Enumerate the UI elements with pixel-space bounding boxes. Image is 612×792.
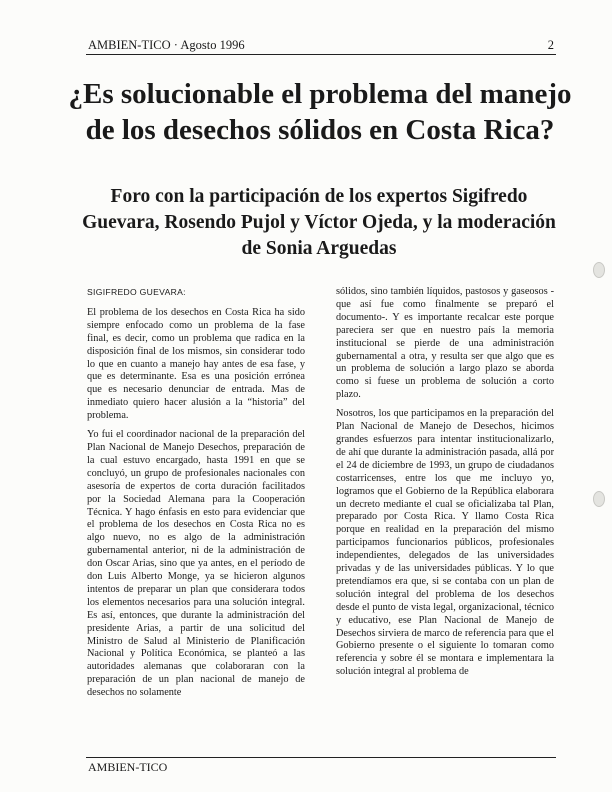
article-title: ¿Es solucionable el problema del manejo de los desechos sólidos en Costa Rica? (68, 78, 572, 146)
paragraph: sólidos, sino también líquidos, pastosos y gaseosos -que así fue como finalmente se preparó el documento-. Y es importante recalcar este porque pareciera ser que en nuestro país la memoria institucional se pierde de una administración gubernamental a otra, y resulta ser que algo que es un problema de solución a largo plazo se aborda como si fuese un problema de solución a corto plazo. (336, 286, 554, 401)
punch-hole-mark (593, 491, 605, 507)
running-header (88, 38, 554, 53)
header-rule (86, 54, 556, 55)
right-column (336, 286, 554, 685)
page-number: 2 (547, 38, 554, 52)
paragraph: Nosotros, los que participamos en la preparación del Plan Nacional de Manejo de Desechos, hicimos grandes esfuerzos para intentar institucionalizarlo, de ahí que durante la administración pasada, allá por el 24 de diciembre de 1993, un grupo de ciudadanos costarricenses, entre los que me incluyo yo, logramos que el Gobierno de la República elaborara un decreto mediante el cual se oficializaba tal Plan, preparado por Costa Rica. Y llamo Costa Rica porque en realidad en la preparación del mismo participamos funcionarios públicos, profesionales independientes, delegados de las universidades privadas y de las universidades públicas. Y lo que pretendíamos era que, si se contaba con un plan de solución integral del problema de los desechos desde el punto de vista legal, organizacional, técnico y educativo, ese Plan Nacional de Manejo de Desechos sirviera de marco de referencia para que el Gobierno presente o el siguiente lo tomaran como referencia y sobre él se montara e implementara la solución integral al problema de (336, 408, 554, 678)
footer-rule (86, 757, 556, 758)
running-title: AMBIEN-TICO · Agosto 1996 (88, 38, 245, 52)
speaker-label: SIGIFREDO GUEVARA: (87, 287, 186, 297)
paragraph: El problema de los desechos en Costa Rica ha sido siempre enfocado como un problema de la fase final, es decir, como un problema que radica en la disposición final de los mismos, sin considerar todo lo que en cuanto a manejo hay antes de esa fase, y que es determinante. Esa es una posición errónea que es necesario denunciar de entrada. Mas de inmediato quiero hacer alusión a la “historia” del problema. (87, 306, 305, 422)
paragraph: Yo fui el coordinador nacional de la preparación del Plan Nacional de Manejo Desechos, preparación de la cual estuvo encargado, hasta 1991 en que se concluyó, un grupo de profesionales nacionales con asesoría de expertos de corta duración facilitados por la Sociedad Alemana para la Cooperación Técnica. Y hago énfasis en esto para evidenciar que el problema de los desechos en Costa Rica no es algo nuevo, no es algo de la administración gubernamental anterior, ni de la administración de don Oscar Arias, sino que ya antes, en el período de don Luis Alberto Monge, ya se hicieron algunos intentos de preparar un plan que considerara todos los elementos necesarios para una solución integral. Es así, entonces, que durante la administración del presidente Arias, a partir de una solicitud del Ministro de Salud al Ministerio de Planificación Nacional y Política Económica, se planteó a las autoridades alemanas que colaboraran con la preparación de un plan nacional de manejo de desechos no solamente (87, 429, 305, 699)
punch-hole-mark (593, 262, 605, 278)
running-footer: AMBIEN-TICO (88, 760, 168, 774)
left-column (87, 286, 305, 706)
article-subtitle: Foro con la participación de los expertos Sigifredo Guevara, Rosendo Pujol y Víctor Ojeda, y la moderación de Sonia Arguedas (82, 186, 556, 259)
